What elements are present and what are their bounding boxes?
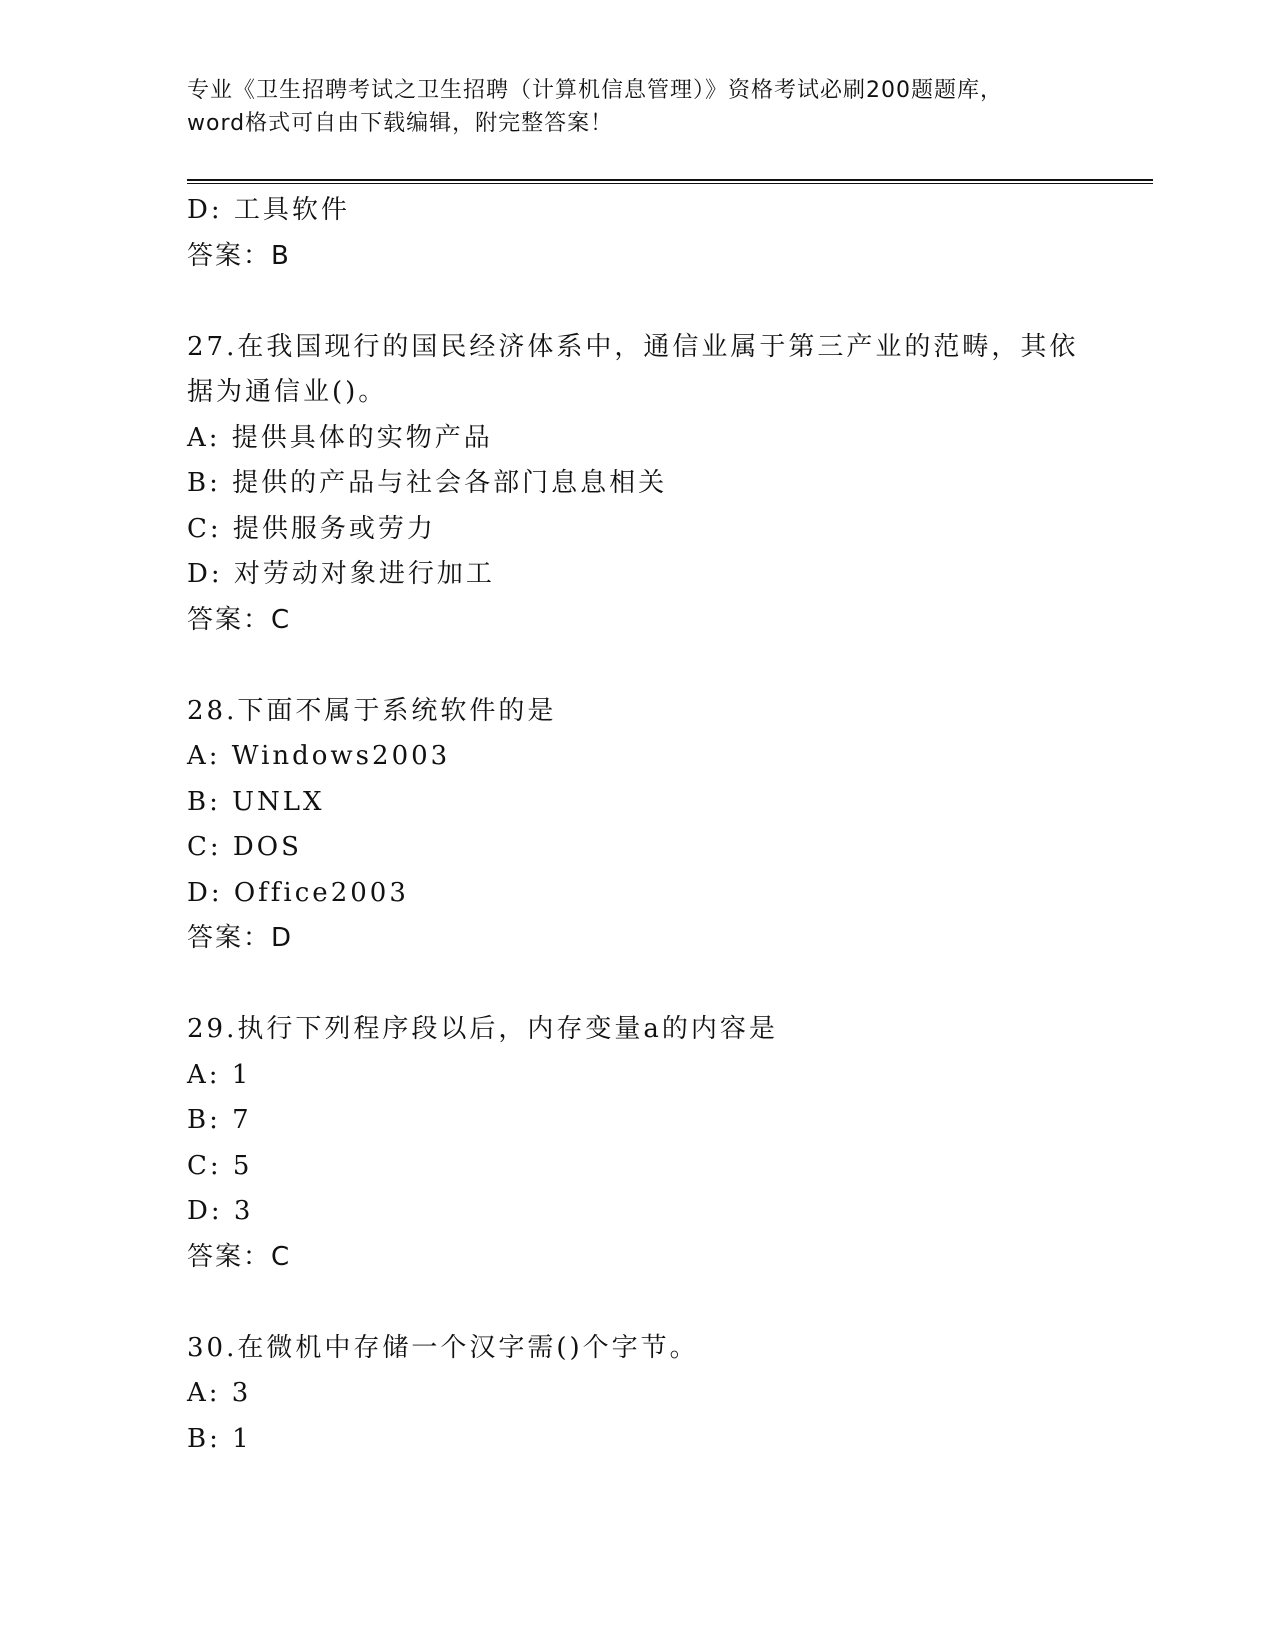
question-30-option-a: A: 3 — [187, 1378, 252, 1408]
question-28-option-b: B: UNLX — [187, 786, 325, 817]
question-28-option-a: A: Windows2003 — [187, 741, 451, 771]
prev-question-option-d: D: 工具软件 — [187, 195, 350, 225]
question-29-option-b: B: 7 — [187, 1105, 252, 1135]
question-29-stem: 29.执行下列程序段以后，内存变量a的内容是 — [187, 1014, 778, 1044]
question-27 — [187, 325, 1153, 644]
question-27-answer: 答案：C — [187, 604, 292, 635]
question-30 — [187, 1326, 1153, 1463]
question-27-option-c: C: 提供服务或劳力 — [187, 513, 436, 544]
question-29-option-d: D: 3 — [187, 1196, 254, 1226]
question-27-option-d: D: 对劳动对象进行加工 — [187, 559, 495, 589]
prev-question-answer: 答案：B — [187, 240, 291, 271]
question-29-option-c: C: 5 — [187, 1150, 253, 1181]
question-27-option-b: B: 提供的产品与社会各部门息息相关 — [187, 468, 668, 498]
question-29 — [187, 1007, 1153, 1280]
document-header — [187, 74, 1087, 140]
spacer — [187, 1280, 1153, 1326]
question-28-answer: 答案：D — [187, 923, 294, 953]
question-27-option-a: A: 提供具体的实物产品 — [187, 422, 493, 453]
question-27-stem-line-2: 据为通信业()。 — [187, 377, 388, 407]
question-30-stem: 30.在微机中存储一个汉字需()个字节。 — [187, 1332, 699, 1363]
question-29-answer: 答案：C — [187, 1241, 292, 1272]
question-30-option-b: B: 1 — [187, 1423, 252, 1454]
spacer — [187, 279, 1153, 325]
question-28-option-d: D: Office2003 — [187, 877, 409, 908]
question-29-option-a: A: 1 — [187, 1059, 252, 1090]
document-body — [187, 188, 1153, 1462]
spacer — [187, 962, 1153, 1008]
header-title-line-1: 专业《卫生招聘考试之卫生招聘（计算机信息管理）》资格考试必刷200题题库， — [187, 78, 1003, 103]
question-28-option-c: C: DOS — [187, 832, 302, 862]
header-divider — [187, 179, 1153, 184]
spacer — [187, 643, 1153, 689]
header-title-line-2: word格式可自由下载编辑，附完整答案！ — [187, 111, 614, 136]
question-28 — [187, 689, 1153, 962]
question-27-stem-line-1: 27.在我国现行的国民经济体系中，通信业属于第三产业的范畴，其依 — [187, 331, 1079, 362]
question-28-stem: 28.下面不属于系统软件的是 — [187, 695, 557, 726]
